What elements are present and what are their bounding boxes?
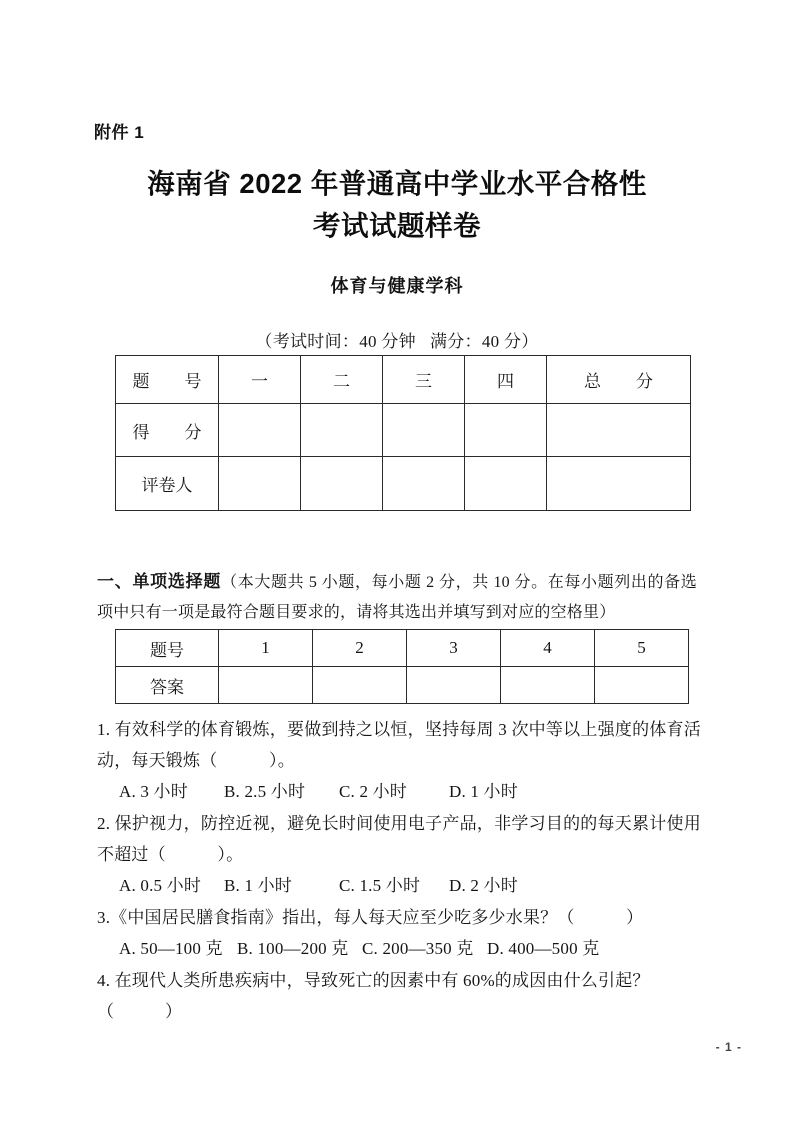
score-row-label: 得 分 <box>116 404 219 457</box>
score-cell: 四 <box>465 356 547 404</box>
option-d[interactable]: D. 2 小时 <box>449 876 518 895</box>
question-text: 4. 在现代人类所患疾病中，导致死亡的因素中有 60%的成因由什么引起？ <box>97 971 650 990</box>
score-cell: 二 <box>301 356 383 404</box>
page-number-footer: - 1 - <box>715 1040 742 1054</box>
grader-input-cell[interactable] <box>219 457 301 511</box>
table-row <box>116 356 691 404</box>
option-c[interactable]: C. 2 小时 <box>339 782 407 801</box>
score-cell: 一 <box>219 356 301 404</box>
exam-meta-line <box>97 327 697 352</box>
score-row-label: 题 号 <box>116 356 219 404</box>
table-row <box>116 667 689 704</box>
question-item-3 <box>97 902 701 964</box>
question-number-cell: 4 <box>501 630 595 667</box>
question-item-4 <box>97 965 701 1027</box>
option-a[interactable]: A. 50—100 克 <box>119 939 223 958</box>
option-d[interactable]: D. 1 小时 <box>449 782 518 801</box>
score-summary-table <box>115 355 691 511</box>
question-options <box>97 933 701 964</box>
subject-subtitle: 体育与健康学科 <box>330 276 464 296</box>
grader-input-cell[interactable] <box>383 457 465 511</box>
section-one-note: （本大题共 5 小题，每小题 2 分，共 10 分。在每小题列出的备选项中只有一项是最符合题目要求的，请将其选出并填写到对应的空格里） <box>97 574 697 621</box>
question-text: 3.《中国居民膳食指南》指出，每人每天应至少吃多少水果？（ ） <box>97 908 644 927</box>
answer-input-cell[interactable] <box>501 667 595 704</box>
question-options <box>97 870 701 901</box>
answer-row-label: 题号 <box>116 630 219 667</box>
question-number-cell: 1 <box>219 630 313 667</box>
attachment-label: 附件 1 <box>94 123 145 142</box>
question-options <box>97 776 701 807</box>
score-input-cell[interactable] <box>219 404 301 457</box>
exam-duration: （考试时间：40 分钟 <box>255 332 416 351</box>
page-title-line-2: 考试试题样卷 <box>313 210 481 241</box>
exam-total-score: 满分：40 分） <box>429 332 539 351</box>
option-a[interactable]: A. 3 小时 <box>119 782 188 801</box>
question-text: 2. 保护视力，防控近视，避免长时间使用电子产品，非学习目的的每天累计使用不超过（ ）。 <box>97 814 701 864</box>
table-row <box>116 630 689 667</box>
question-item-2 <box>97 808 701 901</box>
score-input-cell[interactable] <box>547 404 691 457</box>
page-title-line-1: 海南省 2022 年普通高中学业水平合格性 <box>147 168 647 199</box>
table-row <box>116 457 691 511</box>
answer-input-cell[interactable] <box>407 667 501 704</box>
score-cell: 三 <box>383 356 465 404</box>
question-text: 1. 有效科学的体育锻炼，要做到持之以恒，坚持每周 3 次中等以上强度的体育活动，每天锻炼（ ）。 <box>97 720 701 770</box>
score-input-cell[interactable] <box>301 404 383 457</box>
question-number-cell: 5 <box>595 630 689 667</box>
question-list <box>97 714 701 1028</box>
score-input-cell[interactable] <box>383 404 465 457</box>
score-row-label: 评卷人 <box>116 457 219 511</box>
option-b[interactable]: B. 100—200 克 <box>237 939 349 958</box>
grader-input-cell[interactable] <box>301 457 383 511</box>
option-c[interactable]: C. 200—350 克 <box>362 939 474 958</box>
question-item-1 <box>97 714 701 807</box>
section-one-heading <box>97 567 697 628</box>
option-c[interactable]: C. 1.5 小时 <box>339 876 421 895</box>
score-cell-total: 总 分 <box>547 356 691 404</box>
page-title <box>97 163 697 247</box>
grader-input-cell[interactable] <box>465 457 547 511</box>
option-b[interactable]: B. 2.5 小时 <box>224 782 306 801</box>
option-d[interactable]: D. 400—500 克 <box>487 939 600 958</box>
answer-input-cell[interactable] <box>313 667 407 704</box>
section-one-title: 一、单项选择题 <box>97 572 222 591</box>
score-input-cell[interactable] <box>465 404 547 457</box>
answer-input-cell[interactable] <box>595 667 689 704</box>
question-number-cell: 3 <box>407 630 501 667</box>
option-b[interactable]: B. 1 小时 <box>224 876 292 895</box>
question-answer-blank[interactable]: （ ） <box>97 1002 182 1021</box>
table-row <box>116 404 691 457</box>
option-a[interactable]: A. 0.5 小时 <box>119 876 202 895</box>
question-number-cell: 2 <box>313 630 407 667</box>
answer-row-label: 答案 <box>116 667 219 704</box>
answer-input-cell[interactable] <box>219 667 313 704</box>
answer-grid-table <box>115 629 689 704</box>
grader-input-cell[interactable] <box>547 457 691 511</box>
